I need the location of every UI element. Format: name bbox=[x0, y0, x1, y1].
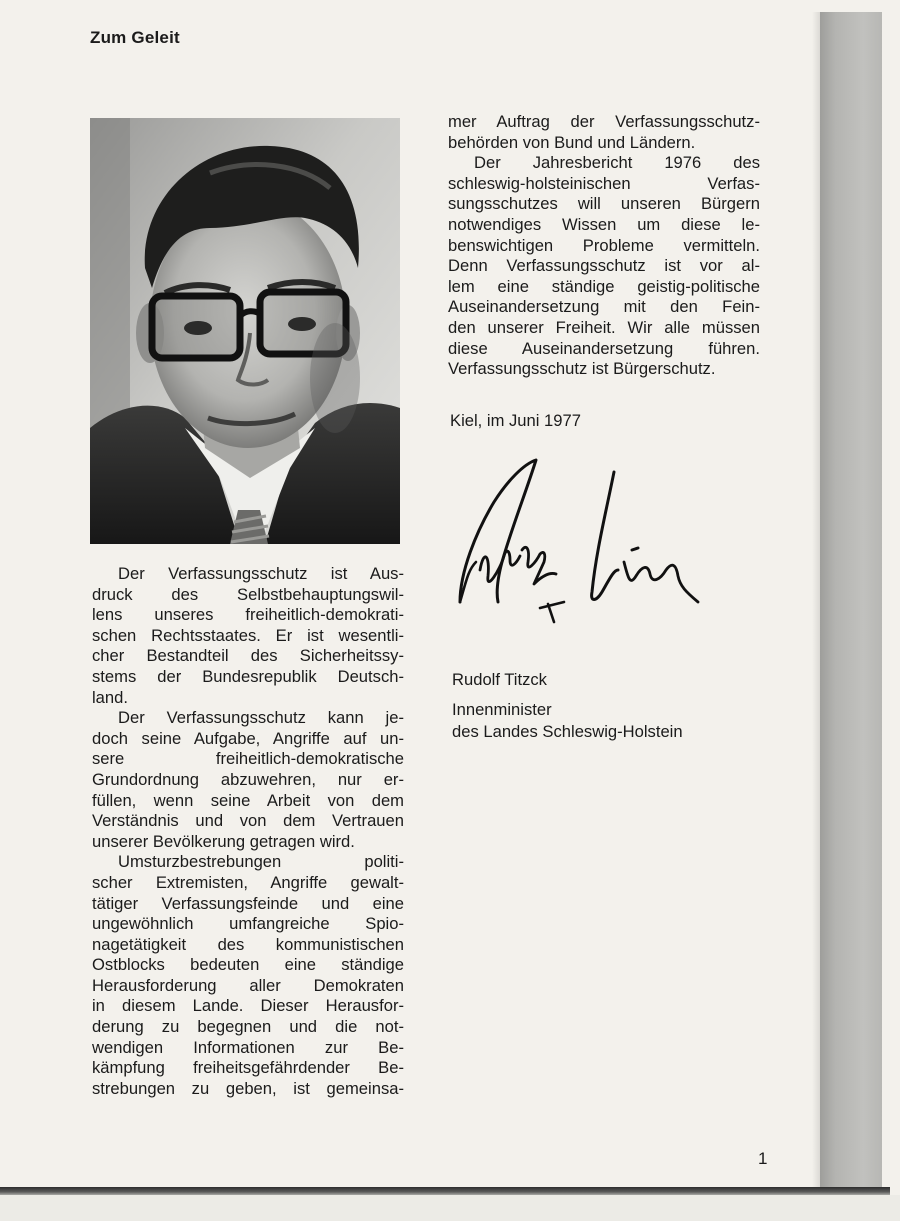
photo-eye-left bbox=[184, 321, 212, 335]
text-line: sere freiheitlich-demokratische bbox=[92, 749, 404, 769]
signatory-name: Rudolf Titzck bbox=[452, 670, 547, 689]
text-line: mer Auftrag der Verfassungsschutz- bbox=[448, 112, 760, 131]
text-line: stems der Bundesrepublik Deutsch- bbox=[92, 666, 404, 686]
text-line: den unserer Freiheit. Wir alle müssen bbox=[448, 317, 760, 337]
text-line: schleswig-holsteinischen Verfas- bbox=[448, 173, 760, 193]
text-line: notwendiges Wissen um diese le- bbox=[448, 214, 760, 234]
right-text-column bbox=[448, 112, 760, 380]
text-line: behörden von Bund und Ländern. bbox=[448, 132, 696, 152]
text-line: füllen, wenn seine Arbeit von dem bbox=[92, 790, 404, 810]
text-line: Herausforderung aller Demokraten bbox=[92, 975, 404, 995]
text-line: kämpfung freiheitsgefährdender Be- bbox=[92, 1058, 404, 1078]
text-line: Verständnis und von dem Vertrauen bbox=[92, 811, 404, 831]
text-line: Der Verfassungsschutz ist Aus- bbox=[118, 564, 404, 583]
text-line: Der Verfassungsschutz kann je- bbox=[118, 708, 404, 728]
text-line: doch seine Aufgabe, Angriffe auf un- bbox=[92, 728, 404, 748]
signature-stroke bbox=[522, 547, 556, 584]
signature-stroke bbox=[540, 602, 564, 622]
text-line: Auseinandersetzung mit den Fein- bbox=[448, 297, 760, 317]
page-title: Zum Geleit bbox=[90, 28, 180, 47]
photo-eye-right bbox=[288, 317, 316, 331]
page-binding-edge bbox=[820, 12, 882, 1192]
text-line: wendigen Informationen zur Be- bbox=[92, 1037, 404, 1057]
text-line: scher Extremisten, Angriffe gewalt- bbox=[92, 872, 404, 892]
text-line: in diesem Lande. Dieser Herausfor- bbox=[92, 996, 404, 1016]
left-text-column bbox=[92, 564, 404, 1099]
text-line: lem eine ständige geistig-politische bbox=[448, 276, 760, 296]
text-line: derung zu begegnen und die not- bbox=[92, 1017, 404, 1037]
signatory-title-line: Innenminister bbox=[452, 700, 552, 719]
page-number: 1 bbox=[758, 1149, 768, 1168]
text-line: schen Rechtsstaates. Er ist wesentli- bbox=[92, 625, 404, 645]
text-line: tätiger Verfassungsfeinde und eine bbox=[92, 893, 404, 913]
photo-cheek-shadow bbox=[310, 323, 360, 433]
text-line: land. bbox=[92, 687, 128, 707]
signature-image bbox=[446, 452, 706, 642]
page-bottom-margin bbox=[0, 1195, 900, 1221]
text-line: diese Auseinandersetzung führen. bbox=[448, 338, 760, 358]
signature-stroke bbox=[592, 472, 618, 600]
page-bottom-edge bbox=[0, 1187, 890, 1195]
signatory-title bbox=[452, 699, 683, 743]
text-line: Verfassungsschutz ist Bürgerschutz. bbox=[448, 359, 716, 379]
text-line: cher Bestandteil des Sicherheitssy- bbox=[92, 646, 404, 666]
signatory-title-line: des Landes Schleswig-Holstein bbox=[452, 722, 683, 741]
text-line: Umsturzbestrebungen politi- bbox=[118, 852, 404, 872]
text-line: nagetätigkeit des kommunistischen bbox=[92, 934, 404, 954]
signature-stroke bbox=[460, 460, 536, 602]
text-line: sungsschutzes will unseren Bürgern bbox=[448, 194, 760, 214]
signature-stroke bbox=[624, 562, 698, 602]
signature-stroke bbox=[632, 548, 638, 550]
portrait-photo bbox=[90, 118, 400, 544]
date-line: Kiel, im Juni 1977 bbox=[450, 411, 581, 430]
text-line: lens unseres freiheitlich-demokrati- bbox=[92, 605, 404, 625]
text-line: Denn Verfassungsschutz ist vor al- bbox=[448, 256, 760, 276]
text-line: Der Jahresbericht 1976 des bbox=[474, 153, 760, 173]
text-line: strebungen zu geben, ist gemeinsa- bbox=[92, 1078, 404, 1098]
text-line: Grundordnung abzuwehren, nur er- bbox=[92, 769, 404, 789]
text-line: Ostblocks bedeuten eine ständige bbox=[92, 955, 404, 975]
text-line: benswichtigen Probleme vermitteln. bbox=[448, 235, 760, 255]
text-line: ungewöhnlich umfangreiche Spio- bbox=[92, 914, 404, 934]
text-line: unserer Bevölkerung getragen wird. bbox=[92, 831, 355, 851]
text-line: druck des Selbstbehauptungswil- bbox=[92, 584, 404, 604]
